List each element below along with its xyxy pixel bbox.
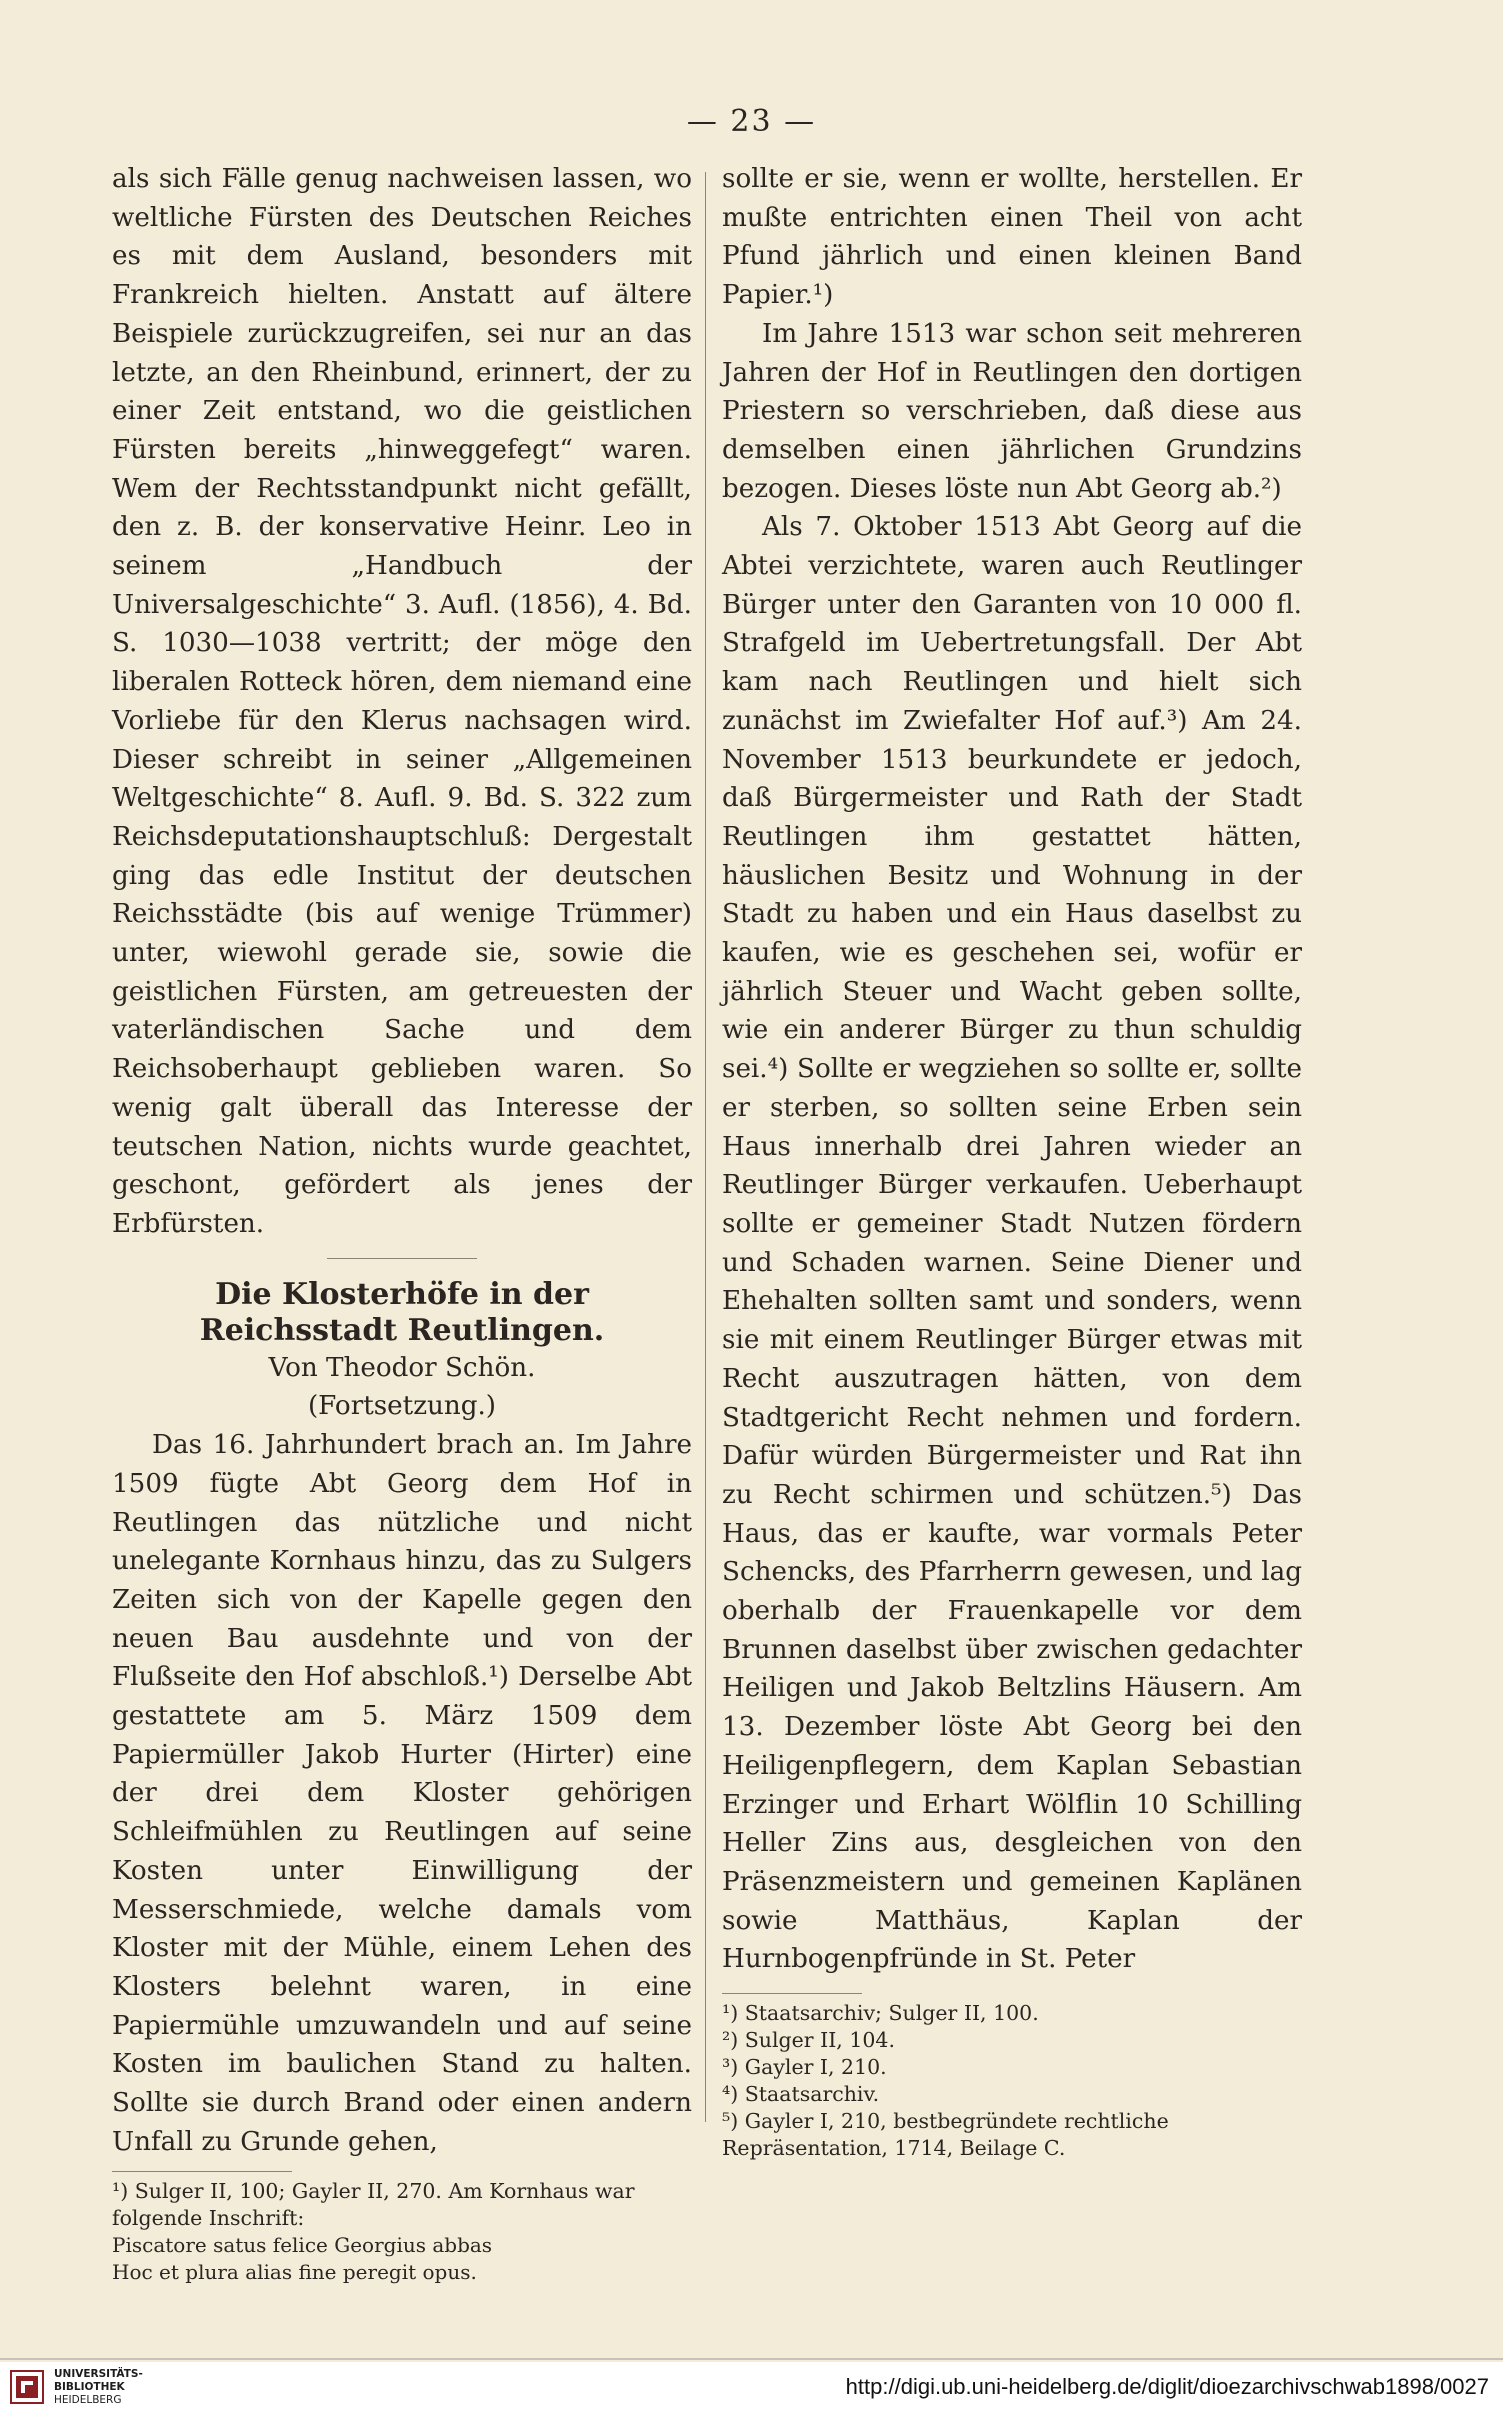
inscription-line: Piscatore satus felice Georgius abbas [112, 2233, 493, 2258]
library-name-line: BIBLIOTHEK [54, 2381, 125, 2393]
right-paragraph: Als 7. Oktober 1513 Abt Georg auf die Abtei verzichtete, waren auch Reutlinger Bürger unter den Garanten von 10 000 fl. Strafgeld im Uebertretungsfall. Der Abt kam nach Reutlingen und hielt sich zunächst im Zwiefalter Hof auf.³) Am 24. November 1513 beurkundete er jedoch, daß Bürgermeister und Rath der Stadt Reutlingen ihm gestattet hätten, häuslichen Besitz und Wohnung in der Stadt zu haben und ein Haus daselbst zu kaufen, wie es geschehen sei, wofür er jährlich Steuer und Wacht geben sollte, wie ein anderer Bürger zu thun schuldig sei.⁴) Sollte er wegziehen so sollte er, sollte er sterben, so sollten seine Erben sein Haus innerhalb drei Jahren wieder an Reutlinger Bürger verkaufen. Ueberhaupt sollte er gemeiner Stadt Nutzen fördern und Schaden warnen. Seine Diener und Ehehalten sollten samt und sonders, wenn sie mit einem Reutlinger Bürger etwas mit Recht auszutragen hätten, von dem Stadtgericht Recht nehmen und fordern. Dafür würden Bürgermeister und Rat ihn zu Recht schirmen und schützen.⁵) Das Haus, das er kaufte, war vormals Peter Schencks, des Pfarrherrn gewesen, und lag oberhalb der Frauenkapelle vor dem Brunnen daselbst über zwischen gedachter Heiligen und Jakob Beltzlins Häusern. Am 13. Dezember löste Abt Georg bei den Heiligenpflegern, dem Kaplan Sebastian Erzinger und Erhart Wölflin 10 Schilling Heller Zins aus, desgleichen von den Präsenzmeistern und gemeinen Kaplänen sowie Matthäus, Kaplan der Hurnbogenpfründe in St. Peter [722, 512, 1302, 1975]
footnote: ¹) Staatsarchiv; Sulger II, 100. [722, 2001, 1039, 2026]
footnote: ²) Sulger II, 104. [722, 2028, 895, 2053]
article-author: Von Theodor Schön. [268, 1352, 536, 1383]
column-divider [705, 172, 706, 2122]
source-url-link[interactable]: http://digi.ub.uni-heidelberg.de/diglit/dioezarchivschwab1898/0027 [845, 2374, 1489, 2399]
right-paragraph: sollte er sie, wenn er wollte, herstellen. Er mußte entrichten einen Theil von acht Pfund jährlich und einen kleinen Band Papier.¹) [722, 164, 1302, 311]
library-logo-icon [10, 2370, 44, 2404]
page-number: — 23 — [686, 104, 817, 139]
library-name-line: UNIVERSITÄTS- [54, 2368, 143, 2380]
footnote: ⁵) Gayler I, 210, bestbegründete rechtliche Repräsentation, 1714, Beilage C. [722, 2109, 1169, 2161]
footer-bar [0, 2362, 1503, 2411]
library-name [54, 2368, 143, 2407]
left-paragraph: als sich Fälle genug nachweisen lassen, wo weltliche Fürsten des Deutschen Reiches es mit dem Ausland, besonders mit Frankreich hielten. Anstatt auf ältere Beispiele zurückzugreifen, sei nur an das letzte, an den Rheinbund, erinnert, der zu einer Zeit entstand, wo die geistlichen Fürsten bereits „hinweggefegt“ waren. Wem der Rechtsstandpunkt nicht gefällt, den z. B. der konservative Heinr. Leo in seinem „Handbuch der Universalgeschichte“ 3. Aufl. (1856), 4. Bd. S. 1030—1038 vertritt; der möge den liberalen Rotteck hören, dem niemand eine Vorliebe für den Klerus nachsagen wird. Dieser schreibt in seiner „Allgemeinen Weltgeschichte“ 8. Aufl. 9. Bd. S. 322 zum Reichsdeputationshauptschluß: Dergestalt ging das edle Institut der deutschen Reichsstädte (bis auf wenige Trümmer) unter, wiewohl gerade sie, sowie die geistlichen Fürsten, am getreuesten der vaterländischen Sache und dem Reichsoberhaupt geblieben waren. So wenig galt überall das Interesse der teutschen Nation, nichts wurde geachtet, geschont, gefördert als jenes der Erbfürsten. [112, 164, 692, 1239]
section-divider [327, 1258, 477, 1259]
footer-divider [0, 2358, 1503, 2360]
right-column [722, 160, 1302, 2162]
footnote: ³) Gayler I, 210. [722, 2055, 887, 2080]
footnote-rule [112, 2171, 292, 2172]
right-paragraph: Im Jahre 1513 war schon seit mehreren Jahren der Hof in Reutlingen den dortigen Priestern so verschrieben, daß diese aus demselben einen jährlichen Grundzins bezogen. Dieses löste nun Abt Georg ab.²) [722, 318, 1302, 504]
library-name-line: HEIDELBERG [54, 2394, 122, 2406]
article-title: Die Klosterhöfe in der Reichsstadt Reutlingen. [199, 1276, 605, 1348]
left-column [112, 160, 692, 2286]
inscription-line: Hoc et plura alias fine peregit opus. [112, 2260, 477, 2285]
footnote: ¹) Sulger II, 100; Gayler II, 270. Am Kornhaus war folgende Inschrift: [112, 2179, 635, 2231]
footnote-rule [722, 1993, 862, 1994]
left-paragraph: Das 16. Jahrhundert brach an. Im Jahre 1509 fügte Abt Georg dem Hof in Reutlingen das nützliche und nicht unelegante Kornhaus hinzu, das zu Sulgers Zeiten sich von der Kapelle gegen den neuen Bau ausdehnte und von der Flußseite den Hof abschloß.¹) Derselbe Abt gestattete am 5. März 1509 dem Papiermüller Jakob Hurter (Hirter) eine der drei dem Kloster gehörigen Schleifmühlen zu Reutlingen auf seine Kosten unter Einwilligung der Messerschmiede, welche damals vom Kloster mit der Mühle, einem Lehen des Klosters belehnt waren, in eine Papiermühle umzuwandeln und auf seine Kosten im baulichen Stand zu halten. Sollte sie durch Brand oder einen andern Unfall zu Grunde gehen, [112, 1430, 692, 2157]
continuation-note: (Fortsetzung.) [307, 1391, 497, 1422]
footnote: ⁴) Staatsarchiv. [722, 2082, 880, 2107]
